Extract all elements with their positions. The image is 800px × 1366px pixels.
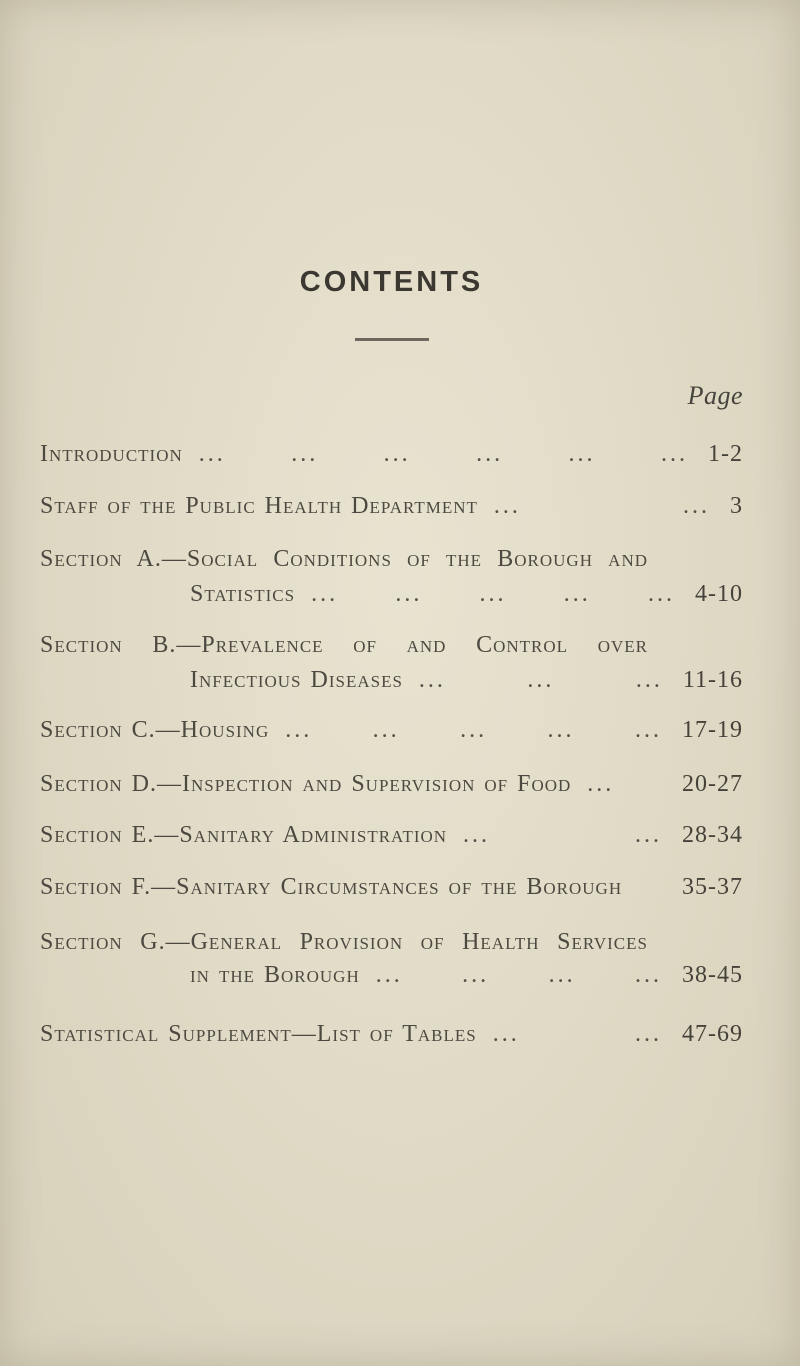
page-column-label: Page — [687, 381, 743, 410]
title-divider-rule — [355, 338, 429, 341]
toc-entry-text: in the Borough — [190, 962, 360, 988]
toc-row-section-b-line2 — [40, 668, 743, 693]
toc-leader-dots: ... ... — [492, 1022, 662, 1047]
toc-page-number: 11-16 — [682, 667, 743, 693]
toc-row-section-c — [40, 718, 743, 743]
toc-page-number: 3 — [730, 493, 743, 519]
toc-row-section-b-line1 — [40, 633, 743, 658]
toc-row-section-d — [40, 772, 743, 797]
toc-page-number: 1-2 — [708, 441, 743, 467]
page-title: CONTENTS — [299, 266, 484, 298]
toc-row-section-e — [40, 823, 743, 848]
toc-row-statistical-supplement — [40, 1022, 743, 1047]
toc-row-staff — [40, 494, 743, 519]
toc-page-number: 38-45 — [682, 962, 743, 988]
toc-entry-text: Statistics — [190, 581, 296, 607]
toc-page-number: 35-37 — [682, 874, 743, 900]
toc-page-number: 28-34 — [682, 822, 743, 848]
toc-row-introduction — [40, 442, 743, 467]
toc-row-section-a-line2 — [40, 582, 743, 607]
toc-leader-dots: ... ... ... ... ... — [311, 582, 675, 607]
toc-leader-dots: ... ... ... ... — [375, 963, 662, 988]
toc-row-section-g-line2 — [40, 963, 743, 988]
toc-entry-text: Section D.—Inspection and Supervision of Food — [40, 771, 572, 797]
toc-leader-dots: ... ... ... ... ... ... — [198, 442, 688, 467]
toc-leader-dots: ... ... ... ... ... — [285, 718, 662, 743]
toc-entry-text: Introduction — [40, 441, 183, 467]
toc-row-section-f — [40, 875, 743, 900]
toc-entry-text: Infectious Diseases — [190, 667, 403, 693]
toc-entry-text: Section C.—Housing — [40, 717, 270, 743]
toc-page-number: 20-27 — [682, 771, 743, 797]
toc-row-section-a-line1 — [40, 547, 743, 572]
toc-entry-text: Section B.—Prevalence of and Control over — [40, 632, 648, 658]
toc-entry-text: Section G.—General Provision of Health Services — [40, 929, 648, 955]
toc-page-number: 17-19 — [682, 717, 743, 743]
toc-leader-dots: ... ... ... — [418, 668, 663, 693]
toc-entry-text: Statistical Supplement—List of Tables — [40, 1021, 477, 1047]
toc-leader-dots: ... ... — [463, 823, 662, 848]
toc-entry-text: Staff of the Public Health Department — [40, 493, 478, 519]
toc-page-number: 4-10 — [695, 581, 743, 607]
toc-entry-text: Section A.—Social Conditions of the Borough and — [40, 546, 648, 572]
toc-entry-text: Section F.—Sanitary Circumstances of the Borough — [40, 874, 623, 900]
toc-row-section-g-line1 — [40, 930, 743, 955]
toc-page-number: 47-69 — [682, 1021, 743, 1047]
table-of-contents — [40, 442, 743, 1047]
toc-entry-text: Section E.—Sanitary Administration — [40, 822, 448, 848]
toc-leader-dots: ... ... — [493, 494, 710, 519]
toc-leader-dots: ... — [587, 772, 615, 797]
